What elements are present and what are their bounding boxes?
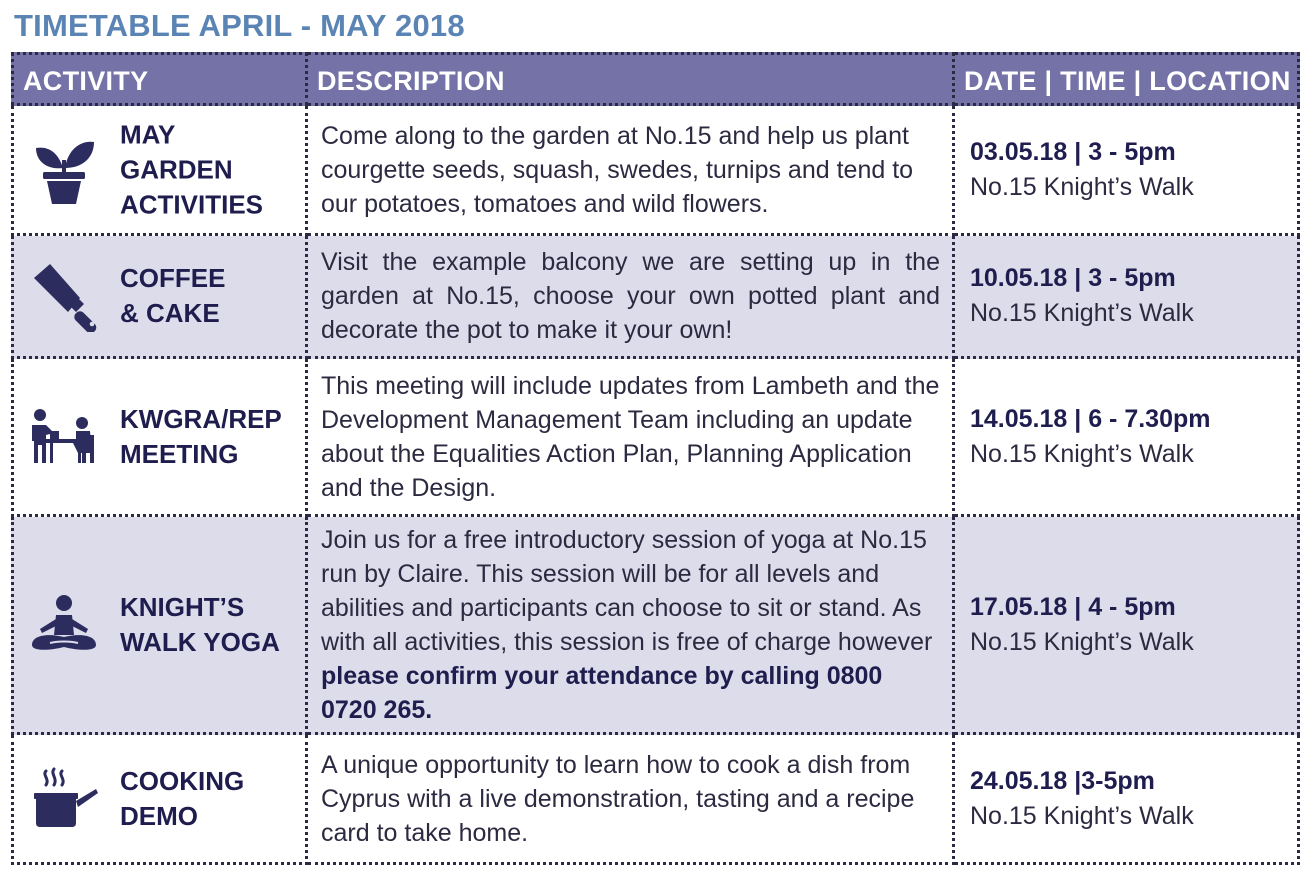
header-when-label: DATE | TIME | LOCATION bbox=[964, 66, 1291, 96]
page-title: TIMETABLE APRIL - MAY 2018 bbox=[14, 8, 465, 43]
description-text: This meeting will include updates from Lambeth and the Development Management Team including an update about the Equalities Action Plan, Planning Application and the Design. bbox=[321, 371, 940, 502]
description-bold: please confirm your attendance by calling 0800 0720 265. bbox=[321, 661, 883, 724]
description-text: Visit the example balcony we are setting up in the garden at No.15, choose your own potted plant and decorate the pot to make it your own! bbox=[321, 248, 940, 344]
date-time: 10.05.18 | 3 - 5pm bbox=[970, 264, 1176, 292]
activity-name bbox=[120, 402, 282, 472]
header-activity bbox=[11, 52, 308, 106]
table-row-when bbox=[955, 236, 1300, 359]
table-row-when bbox=[955, 359, 1300, 517]
description-text: A unique opportunity to learn how to cook a dish from Cyprus with a live demonstration, tasting and a recipe card to take home. bbox=[321, 750, 915, 847]
timetable bbox=[11, 52, 1300, 865]
activity-name bbox=[120, 261, 225, 331]
activity-name-line: DEMO bbox=[120, 800, 198, 831]
date-time: 03.05.18 | 3 - 5pm bbox=[970, 137, 1176, 166]
activity-name-line: MAY bbox=[120, 119, 176, 149]
table-row-activity bbox=[11, 735, 308, 865]
activity-name-line: KWGRA/REP bbox=[120, 403, 282, 434]
table-row-when bbox=[955, 517, 1300, 735]
table-row-description bbox=[308, 735, 955, 865]
yoga-icon bbox=[28, 589, 100, 661]
table-row-when bbox=[955, 735, 1300, 865]
activity-name-line: MEETING bbox=[120, 438, 239, 469]
meeting-icon bbox=[28, 401, 100, 473]
description-text bbox=[321, 523, 940, 727]
date-time: 17.05.18 | 4 - 5pm bbox=[970, 592, 1176, 621]
cooking-pot-icon bbox=[28, 763, 100, 835]
table-row-activity bbox=[11, 517, 308, 735]
header-description-label: DESCRIPTION bbox=[317, 66, 505, 96]
location: No.15 Knight’s Walk bbox=[970, 439, 1194, 468]
activity-name-line: & CAKE bbox=[120, 298, 220, 328]
activity-name bbox=[120, 764, 244, 834]
header-when bbox=[955, 52, 1300, 106]
activity-name-line: COFFEE bbox=[120, 263, 226, 293]
location: No.15 Knight’s Walk bbox=[970, 801, 1194, 830]
activity-name bbox=[120, 590, 280, 660]
activity-name-line: GARDEN bbox=[120, 154, 233, 184]
date-time: 14.05.18 | 6 - 7.30pm bbox=[970, 404, 1211, 433]
date-time: 24.05.18 |3-5pm bbox=[970, 766, 1155, 795]
table-row-activity bbox=[11, 106, 308, 236]
table-row-when bbox=[955, 106, 1300, 236]
activity-name-line: WALK YOGA bbox=[120, 626, 280, 657]
location: No.15 Knight’s Walk bbox=[970, 627, 1194, 656]
header-description bbox=[308, 52, 955, 106]
table-row-description bbox=[308, 236, 955, 359]
description-regular: Join us for a free introductory session of yoga at No.15 run by Claire. This session will be for all levels and abilities and participants can choose to sit or stand. As with all activities, this session is free of charge however bbox=[321, 525, 933, 656]
table-row-description bbox=[308, 359, 955, 517]
description-text: Come along to the garden at No.15 and help us plant courgette seeds, squash, swedes, turnips and tend to our potatoes, tomatoes and wild flowers. bbox=[321, 121, 914, 218]
header-activity-label: ACTIVITY bbox=[23, 66, 149, 96]
location: No.15 Knight’s Walk bbox=[970, 172, 1194, 201]
activity-name bbox=[120, 117, 263, 222]
knife-icon bbox=[28, 260, 100, 332]
table-row-activity bbox=[11, 236, 308, 359]
potted-plant-icon bbox=[28, 134, 100, 206]
activity-name-line: KNIGHT’S bbox=[120, 591, 245, 622]
activity-name-line: ACTIVITIES bbox=[120, 189, 264, 219]
table-row-description bbox=[308, 517, 955, 735]
location: No.15 Knight’s Walk bbox=[970, 299, 1194, 327]
table-row-activity bbox=[11, 359, 308, 517]
table-row-description bbox=[308, 106, 955, 236]
activity-name-line: COOKING bbox=[120, 765, 245, 796]
